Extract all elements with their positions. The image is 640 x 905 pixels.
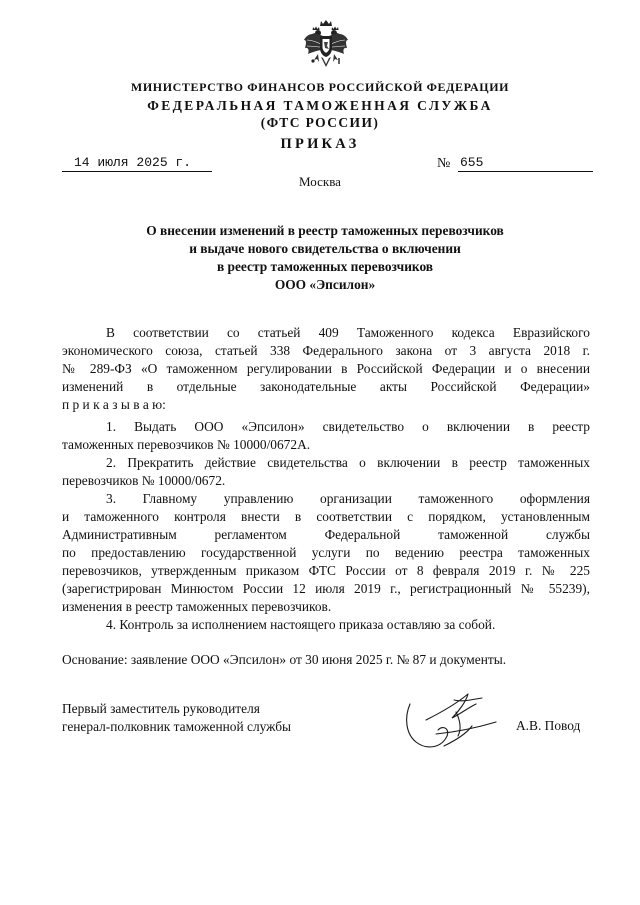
item-1	[62, 418, 590, 454]
item-3-line: 3. Главному управлению организации таможенного оформления	[106, 491, 590, 506]
item-1-line: таможенных перевозчиков № 10000/0672А.	[62, 437, 311, 452]
item-3-line: и таможенного контроля внести в соответствии с порядком, установленным	[62, 509, 590, 524]
order-title	[60, 222, 590, 294]
signer-position-line: генерал-полковник таможенной службы	[62, 719, 292, 734]
item-1-line: 1. Выдать ООО «Эпсилон» свидетельство о включении в реестр	[106, 419, 590, 434]
item-3	[62, 490, 590, 616]
document-type: ПРИКАЗ	[280, 136, 360, 152]
title-line: и выдаче нового свидетельства о включении	[189, 241, 461, 256]
title-line: О внесении изменений в реестр таможенных перевозчиков	[146, 223, 504, 238]
item-3-line: (зарегистрирован Минюстом России 12 июля 2019 г., регистрационный № 55239),	[62, 581, 590, 596]
order-date: 14 июля 2025 г.	[74, 155, 192, 170]
signer-position	[62, 700, 291, 736]
preamble-paragraph	[62, 324, 590, 414]
item-3-line: по предоставлению государственной услуги по ведению реестра таможенных	[62, 545, 590, 560]
city: Москва	[299, 174, 341, 189]
handwritten-signature-icon	[396, 690, 506, 760]
order-verb: п р и к а з ы в а ю:	[62, 397, 166, 412]
item-2-line: перевозчиков № 10000/0672.	[62, 473, 226, 488]
item-3-line: Административным регламентом Федеральной таможенной службы	[62, 527, 590, 542]
order-date-field	[62, 156, 212, 172]
basis-line: Основание: заявление ООО «Эпсилон» от 30 июня 2025 г. № 87 и документы.	[62, 652, 507, 667]
signer-position-line: Первый заместитель руководителя	[62, 701, 260, 716]
ministry-name: МИНИСТЕРСТВО ФИНАНСОВ РОССИЙСКОЙ ФЕДЕРАЦИИ	[130, 80, 510, 94]
item-3-line: изменения в реестр таможенных перевозчиков.	[62, 599, 332, 614]
title-line: в реестр таможенных перевозчиков	[216, 259, 434, 274]
preamble-line: № 289-ФЗ «О таможенном регулировании в Российской Федерации и о внесении	[62, 361, 590, 376]
service-name: ФЕДЕРАЛЬНАЯ ТАМОЖЕННАЯ СЛУЖБА	[147, 98, 493, 113]
preamble-line: В соответствии со статьей 409 Таможенного кодекса Евразийского	[106, 325, 590, 340]
signer-name: А.В. Повод	[516, 718, 581, 733]
item-4	[62, 616, 590, 634]
coat-of-arms-icon	[303, 18, 349, 74]
order-number: 655	[460, 155, 484, 170]
item-2	[62, 454, 590, 490]
item-4-line: 4. Контроль за исполнением настоящего приказа оставляю за собой.	[106, 617, 496, 632]
preamble-line: изменений в отдельные законодательные акты Российской Федерации»	[62, 379, 590, 394]
preamble-line: экономического союза, статьей 338 Федерального закона от 3 августа 2018 г.	[62, 343, 590, 358]
service-abbreviation: (ФТС РОССИИ)	[260, 115, 380, 130]
item-2-line: 2. Прекратить действие свидетельства о включении в реестр таможенных	[106, 455, 590, 470]
order-number-label: №	[437, 156, 451, 171]
title-line: ООО «Эпсилон»	[274, 277, 376, 292]
item-3-line: перевозчиков, утвержденным приказом ФТС России от 8 февраля 2019 г. № 225	[62, 563, 590, 578]
order-number-field	[458, 156, 593, 172]
